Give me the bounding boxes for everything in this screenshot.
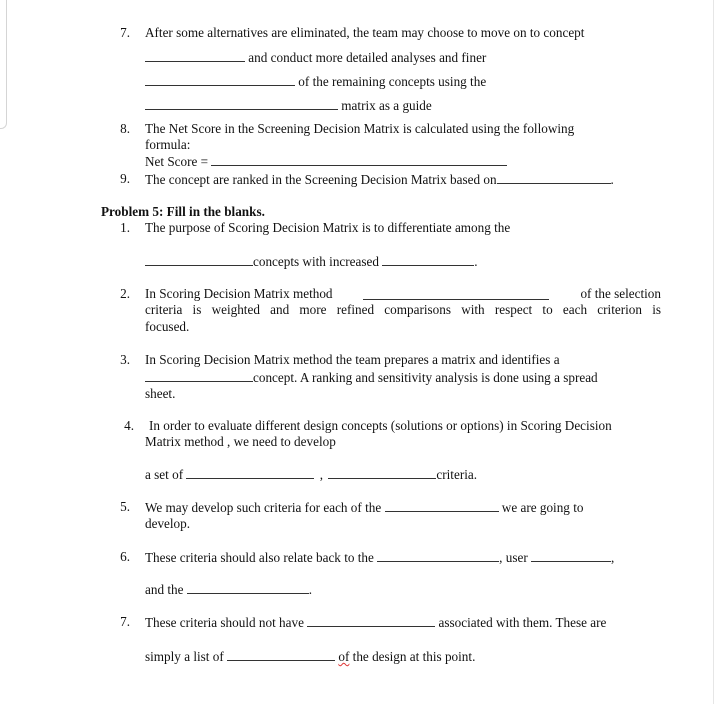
p1-text-2: concepts with increased <box>253 254 379 269</box>
q9-line-1 <box>145 171 614 188</box>
p7-text-2c: the design at this point. <box>352 649 476 664</box>
p1-number: 1. <box>120 220 130 235</box>
q7-line-1: After some alternatives are eliminated, the team may choose to move on to concept <box>145 25 585 40</box>
p7-line-1 <box>145 614 606 631</box>
p4-text-3a: a set of <box>145 467 184 482</box>
p4-number: 4. <box>124 418 134 433</box>
p3-text-2: concept. A ranking and sensitivity analysis is done using a spread <box>253 370 598 385</box>
p3-line-1: In Scoring Decision Matrix method the team prepares a matrix and identifies a <box>145 352 560 367</box>
q7-number: 7. <box>120 25 130 40</box>
p4-comma: , <box>319 467 324 482</box>
blank[interactable] <box>385 499 499 512</box>
blank[interactable] <box>145 73 295 86</box>
q7-text-3: of the remaining concepts using the <box>298 74 487 89</box>
q9-number: 9. <box>120 171 130 186</box>
blank[interactable] <box>307 614 435 627</box>
q8-line-2: formula: <box>145 137 191 152</box>
q7-line-4 <box>145 97 432 114</box>
p4-line-3 <box>145 466 477 483</box>
p6-text-1b: , user <box>499 550 528 565</box>
problem-5-heading: Problem 5: Fill in the blanks. <box>101 204 265 219</box>
q9-period: . <box>610 172 614 187</box>
net-score-label: Net Score = <box>145 154 209 169</box>
p7-text-1a: These criteria should not have <box>145 615 304 630</box>
p6-line-1 <box>145 549 614 566</box>
p3-line-3: sheet. <box>145 386 176 401</box>
blank[interactable] <box>145 253 253 266</box>
p7-line-2 <box>145 648 475 665</box>
p3-line-2 <box>145 369 598 386</box>
q8-line-3 <box>145 153 507 170</box>
p7-text-2a: simply a list of <box>145 649 224 664</box>
p7-number: 7. <box>120 614 130 629</box>
p2-text-1a: In Scoring Decision Matrix method <box>145 286 333 301</box>
q7-line-2 <box>145 49 486 66</box>
p7-text-1b: associated with them. These are <box>438 615 607 630</box>
q7-text-4: matrix as a guide <box>341 98 432 113</box>
p2-line-2: criteria is weighted and more refined comparisons with respect to each criterion is <box>145 302 661 317</box>
p4-text-3c: criteria. <box>436 467 478 482</box>
p6-comma: , <box>611 550 615 565</box>
blank[interactable] <box>227 648 335 661</box>
q9-text: The concept are ranked in the Screening Decision Matrix based on <box>145 172 497 187</box>
q8-number: 8. <box>120 121 130 136</box>
blank[interactable] <box>328 466 436 479</box>
p4-line-2: Matrix method , we need to develop <box>145 434 336 449</box>
p1-period: . <box>474 254 478 269</box>
blank[interactable] <box>531 549 611 562</box>
blank[interactable] <box>211 153 507 166</box>
p2-number: 2. <box>120 286 130 301</box>
p5-number: 5. <box>120 499 130 514</box>
page-margin-marker <box>0 0 7 129</box>
p7-text-of-misspelled: of <box>338 649 350 664</box>
blank[interactable] <box>497 171 611 184</box>
p1-line-2 <box>145 253 478 270</box>
blank[interactable] <box>145 97 338 110</box>
p2-line-3: focused. <box>145 319 190 334</box>
blank[interactable] <box>187 581 309 594</box>
p5-text-1b: we are going to <box>501 500 584 515</box>
blank[interactable] <box>377 549 499 562</box>
blank[interactable] <box>145 49 245 62</box>
p1-line-1: The purpose of Scoring Decision Matrix is to differentiate among the <box>145 220 511 235</box>
p6-number: 6. <box>120 549 130 564</box>
p5-text-1a: We may develop such criteria for each of the <box>145 500 382 515</box>
blank[interactable] <box>145 369 253 382</box>
p2-text-1b: of the selection <box>580 286 661 301</box>
p4-line-1: In order to evaluate different design concepts (solutions or options) in Scoring Decision <box>149 418 612 433</box>
p5-line-2: develop. <box>145 516 191 531</box>
p2-line-1 <box>145 286 661 302</box>
blank[interactable] <box>363 287 549 300</box>
q7-text-2: and conduct more detailed analyses and finer <box>248 50 487 65</box>
page-right-edge <box>713 0 718 704</box>
q8-line-1: The Net Score in the Screening Decision Matrix is calculated using the following <box>145 121 575 136</box>
blank[interactable] <box>382 253 474 266</box>
p6-period: . <box>308 582 313 597</box>
blank[interactable] <box>186 466 314 479</box>
p3-number: 3. <box>120 352 130 367</box>
p6-text-2a: and the <box>145 582 184 597</box>
q7-line-3 <box>145 73 486 90</box>
p6-line-2 <box>145 581 312 598</box>
p5-line-1 <box>145 499 583 516</box>
p6-text-1a: These criteria should also relate back to the <box>145 550 374 565</box>
